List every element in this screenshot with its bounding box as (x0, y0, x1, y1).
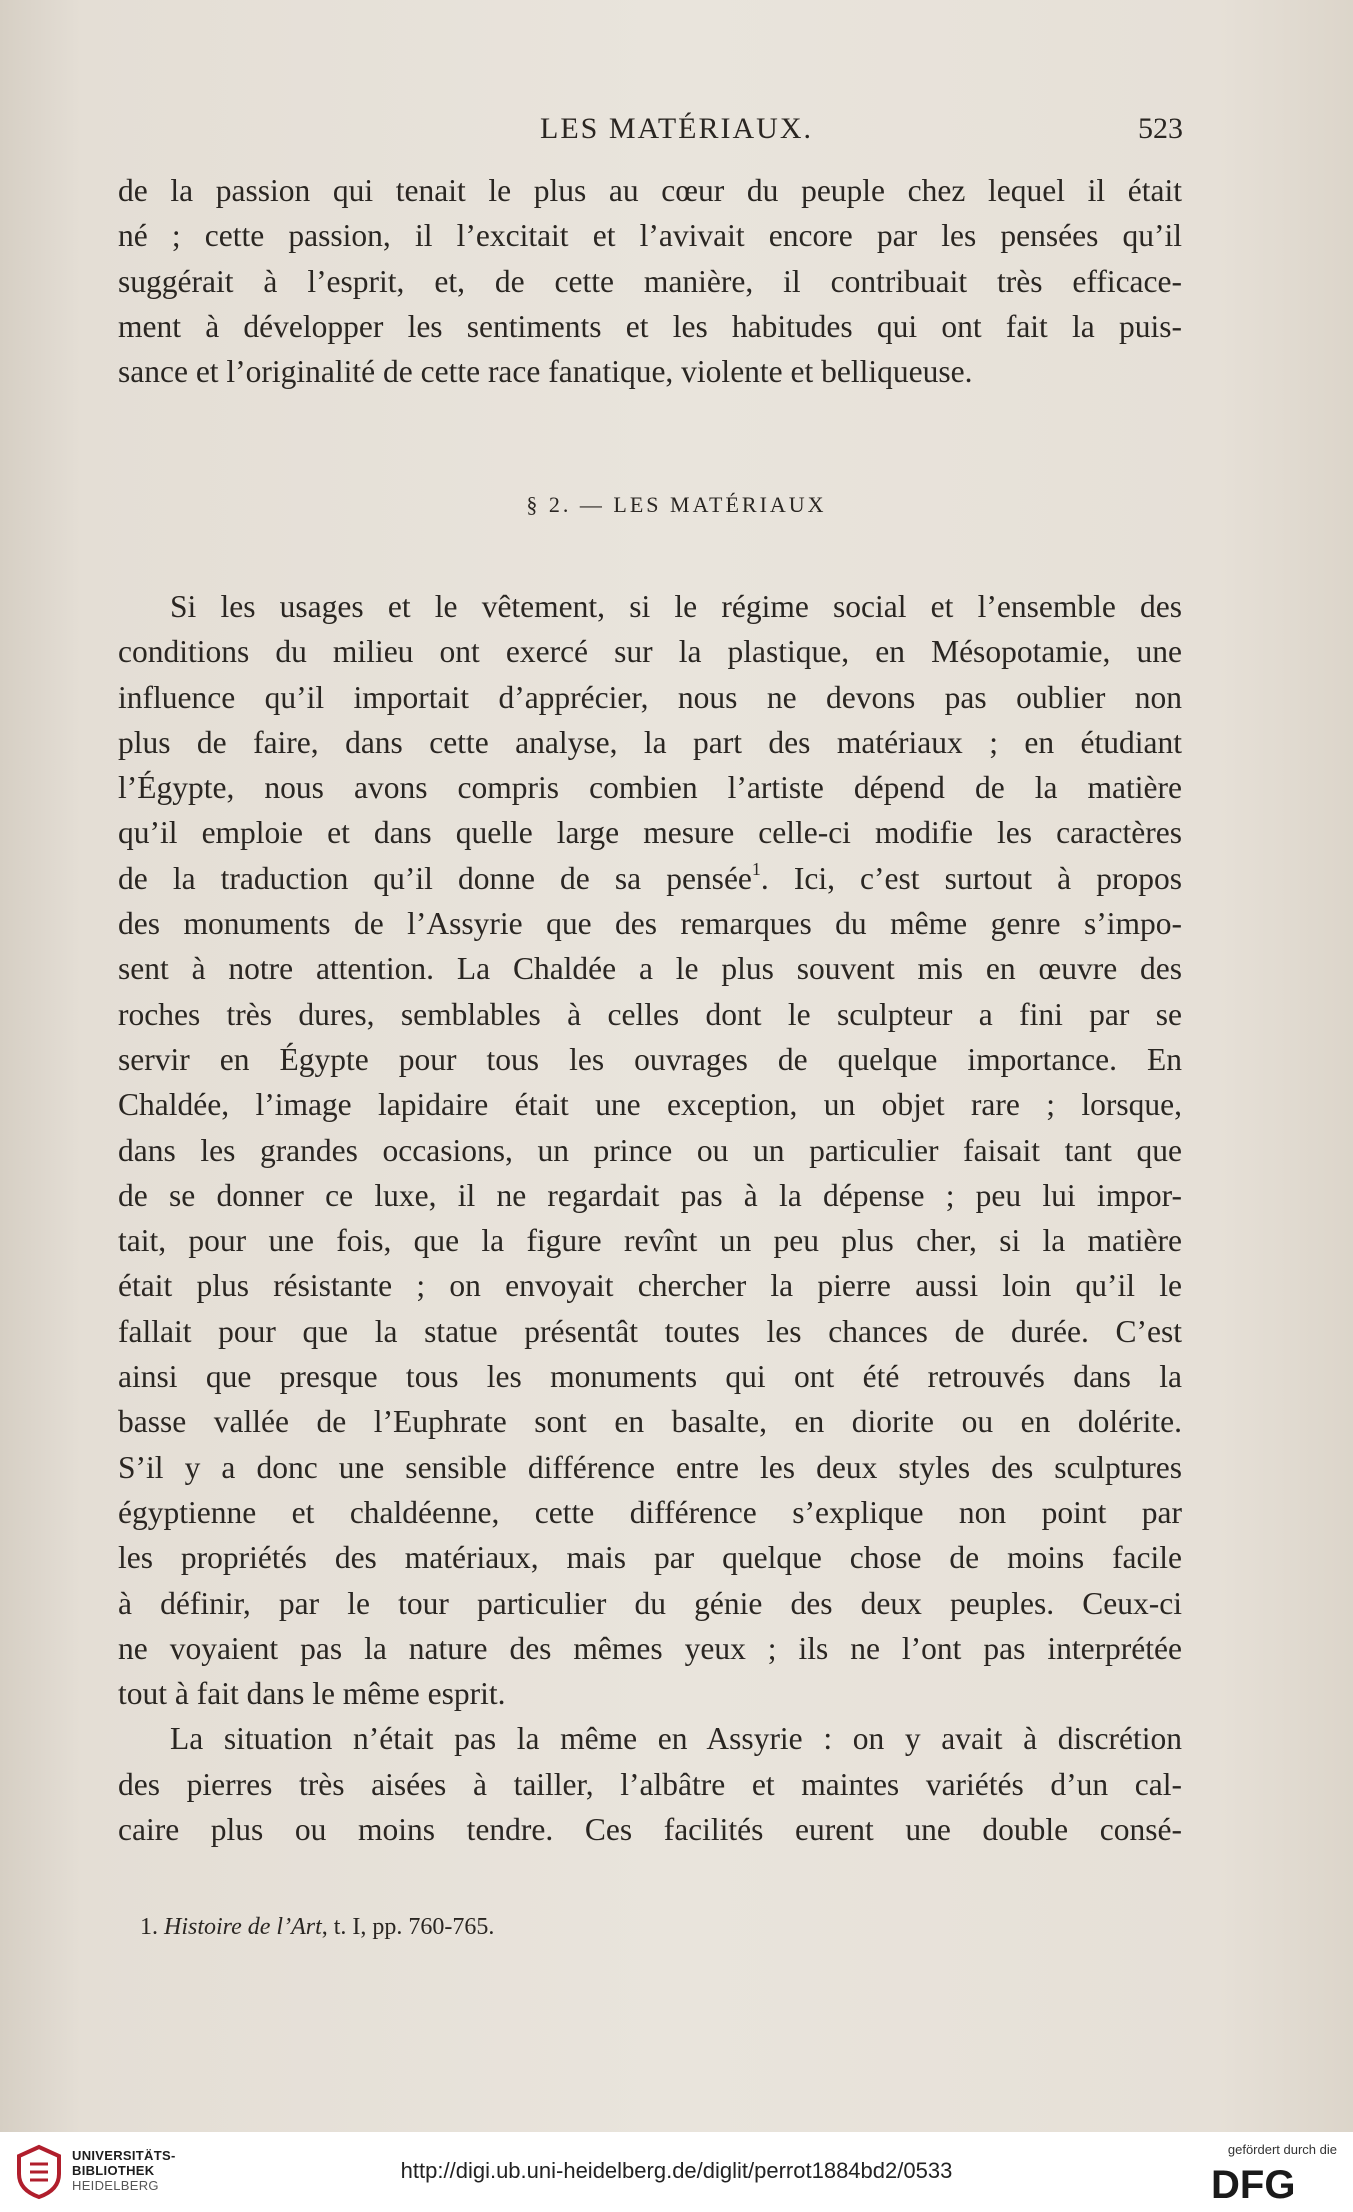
text-line: Si les usages et le vêtement, si le régime social et l’ensemble des (170, 589, 1182, 624)
text-line: de se donner ce luxe, il ne regardait pas à la dépense ; peu lui impor- (118, 1177, 1182, 1213)
text-line: des pierres très aisées à tailler, l’albâtre et maintes variétés d’un cal- (118, 1766, 1182, 1802)
text-line: était plus résistante ; on envoyait chercher la pierre aussi loin qu’il le (118, 1268, 1182, 1304)
text-line: Chaldée, l’image lapidaire était une exception, un objet rare ; lorsque, (118, 1087, 1182, 1123)
text-line: tout à fait dans le même esprit. (118, 1676, 506, 1712)
text-line: servir en Égypte pour tous les ouvrages de quelque importance. En (118, 1041, 1182, 1077)
funded-by-label: gefördert durch die (1227, 2142, 1337, 2157)
text-line: La situation n’était pas la même en Assyrie : on y avait à discrétion (170, 1721, 1182, 1757)
text-fragment: monuments de l’Assyrie que des remarques du même genre s’impo- (183, 906, 1183, 942)
footnote (140, 1914, 494, 1941)
text-fragment: de la traduction qu’il donne de sa pensée (118, 860, 752, 896)
text-fragment: . Ici, c’est surtout à propos (760, 860, 1182, 896)
text-line: influence qu’il importait d’apprécier, nous ne devons pas oublier non (118, 679, 1182, 715)
footnote-source: Histoire de l’Art (164, 1914, 322, 1940)
text-line: dans les grandes occasions, un prince ou un particulier faisait tant que (118, 1132, 1182, 1168)
text-line: sance et l’originalité de cette race fanatique, violente et belliqueuse. (118, 354, 973, 390)
university-line: HEIDELBERG (72, 2178, 159, 2193)
text-line: ainsi que presque tous les monuments qui ont été retrouvés dans la (118, 1359, 1182, 1395)
footnote-marker[interactable]: 1 (751, 858, 761, 879)
footnote-reference: , t. I, pp. 760-765. (321, 1914, 495, 1940)
text-line: basse vallée de l’Euphrate sont en basalte, en diorite ou en dolérite. (118, 1404, 1182, 1440)
text-line: S’il y a donc une sensible différence entre les deux styles des sculptures (118, 1449, 1182, 1485)
text-line: tait, pour une fois, que la figure revînt un peu plus cher, si la matière (118, 1223, 1182, 1259)
text-line: conditions du milieu ont exercé sur la plastique, en Mésopotamie, une (118, 634, 1182, 670)
text-line-with-footnote (118, 856, 1182, 901)
text-line: plus de faire, dans cette analyse, la part des matériaux ; en étudiant (118, 724, 1182, 760)
text-line: ne voyaient pas la nature des mêmes yeux ; ils ne l’ont pas interprétée (118, 1630, 1182, 1666)
university-line: UNIVERSITÄTS- (72, 2148, 176, 2163)
running-head (0, 112, 1353, 152)
text-line: les propriétés des matériaux, mais par quelque chose de moins facile (118, 1540, 1182, 1576)
paragraph-1 (118, 168, 1182, 394)
text-line: caire plus ou moins tendre. Ces facilités eurent une double consé- (118, 1812, 1182, 1848)
text-line: sent à notre attention. La Chaldée a le plus souvent mis en œuvre des (118, 951, 1182, 987)
text-line: à définir, par le tour particulier du génie des deux peuples. Ceux-ci (118, 1585, 1182, 1621)
text-line: ment à développer les sentiments et les habitudes qui ont fait la puis- (118, 308, 1182, 344)
text-line: roches très dures, semblables à celles dont le sculpteur a fini par se (118, 996, 1182, 1032)
paragraph-2 (118, 584, 1182, 1852)
text-line: suggérait à l’esprit, et, de cette manière, il contribuait très efficace- (118, 263, 1182, 299)
dfg-logo-text: DFG (1211, 2163, 1296, 2202)
university-line: BIBLIOTHEK (72, 2163, 155, 2178)
text-line: fallait pour que la statue présentât toutes les chances de durée. C’est (118, 1313, 1182, 1349)
text-line: égyptienne et chaldéenne, cette différence s’explique non point par (118, 1494, 1182, 1530)
text-line: de la passion qui tenait le plus au cœur du peuple chez lequel il était (118, 173, 1182, 208)
running-title: LES MATÉRIAUX. (540, 112, 813, 145)
permalink-url[interactable]: http://digi.ub.uni-heidelberg.de/diglit/perrot1884bd2/0533 (400, 2158, 953, 2183)
footnote-number: 1. (140, 1914, 158, 1940)
text-line (118, 901, 1182, 946)
text-fragment: des (118, 906, 160, 942)
text-line: né ; cette passion, il l’excitait et l’avivait encore par les pensées qu’il (118, 218, 1182, 254)
section-heading: § 2. — LES MATÉRIAUX (526, 492, 827, 517)
viewer-footer (0, 2132, 1353, 2212)
text-line: l’Égypte, nous avons compris combien l’artiste dépend de la matière (118, 770, 1182, 806)
text-line: qu’il emploie et dans quelle large mesure celle-ci modifie les caractères (118, 815, 1182, 851)
dfg-logo-icon[interactable] (1209, 2162, 1339, 2202)
page-number: 523 (1138, 112, 1183, 145)
